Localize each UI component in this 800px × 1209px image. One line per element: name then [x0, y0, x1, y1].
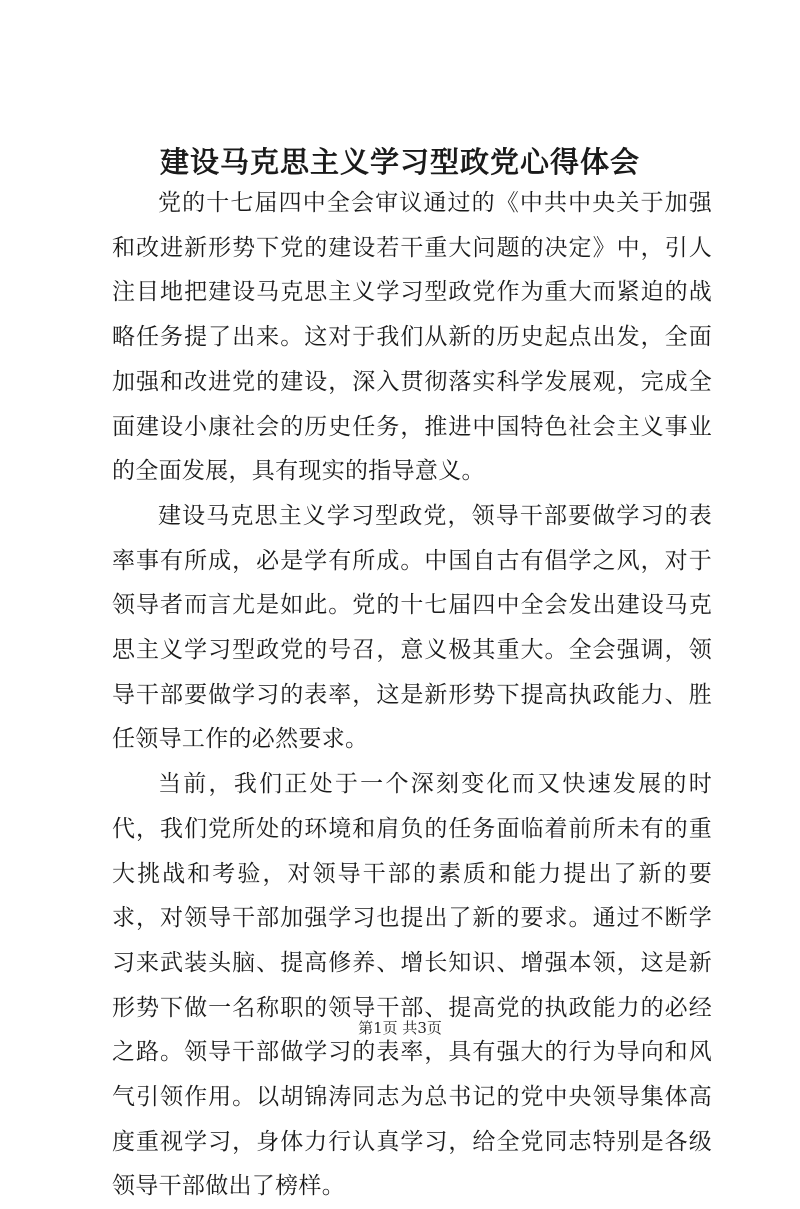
paragraph-1: 党的十七届四中全会审议通过的《中共中央关于加强和改进新形势下党的建设若干重大问题的决定》中，引人注目地把建设马克思主义学习型政党作为重大而紧迫的战略任务提了出来。这对于我们从新的历史起点出发，全面加强和改进党的建设，深入贯彻落实科学发展观，完成全面建设小康社会的历史任务，推进中国特色社会主义事业的全面发展，具有现实的指导意义。: [112, 190, 712, 485]
document-title: 建设马克思主义学习型政党心得体会: [159, 145, 640, 179]
page-indicator: 第1页 共3页: [358, 1019, 442, 1037]
document-body: [112, 181, 712, 1209]
page-footer: [0, 1017, 800, 1038]
paragraph-2: 建设马克思主义学习型政党，领导干部要做学习的表率事有所成，必是学有所成。中国自古有倡学之风，对于领导者而言尤是如此。党的十七届四中全会发出建设马克思主义学习型政党的号召，意义极其重大。全会强调，领导干部要做学习的表率，这是新形势下提高执政能力、胜任领导工作的必然要求。: [112, 502, 712, 753]
paragraph-3: 当前，我们正处于一个深刻变化而又快速发展的时代，我们党所处的环境和肩负的任务面临着前所未有的重大挑战和考验，对领导干部的素质和能力提出了新的要求，对领导干部加强学习也提出了新的要求。通过不断学习来武装头脑、提高修养、增长知识、增强本领，这是新形势下做一名称职的领导干部、提高党的执政能力的必经之路。领导干部做学习的表率，具有强大的行为导向和风气引领作用。以胡锦涛同志为总书记的党中央领导集体高度重视学习，身体力行认真学习，给全党同志特别是各级领导干部做出了榜样。: [112, 771, 712, 1200]
